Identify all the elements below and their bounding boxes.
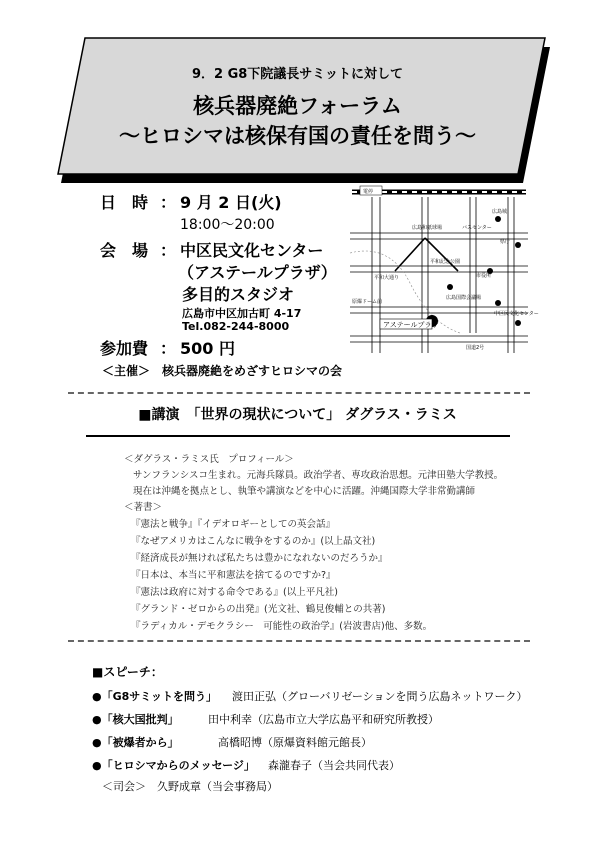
svg-text:平和大通り: 平和大通り <box>374 275 400 281</box>
works-item: 『ラディカル・デモクラシー 可能性の政治学』(岩波書店)他、多数。 <box>131 621 433 632</box>
works-item: 『憲法と戦争』『イデオロギーとしての英会話』 <box>131 519 336 530</box>
date-value: 9 月 2 日(火) <box>180 193 282 212</box>
venue-address: 広島市中区加古町 4-17 <box>182 307 302 320</box>
svg-text:広島和紙球場: 広島和紙球場 <box>412 225 443 231</box>
profile-line: サンフランシスコ生まれ。元海兵隊員。政治学者、専攻政治思想。元津田塾大学教授。 <box>133 470 504 481</box>
colon: ： <box>160 241 177 260</box>
section-divider <box>68 640 530 642</box>
speech-item <box>92 734 372 750</box>
venue-sub: （アステールプラザ） <box>178 263 337 282</box>
colon: ： <box>160 339 177 358</box>
speech-speaker: 渡田正弘（グローバリゼーションを問う広島ネットワーク） <box>232 690 528 703</box>
svg-text:市役所: 市役所 <box>476 273 492 279</box>
speech-speaker: 高橋昭博（原爆資料館元館長） <box>218 736 372 749</box>
speech-speaker: 森瀧春子（当会共同代表） <box>268 759 400 772</box>
svg-text:平和記念公園: 平和記念公園 <box>430 259 461 265</box>
speech-title: ●「G8サミットを問う」 <box>92 690 218 703</box>
works-item: 『経済成長が無ければ私たちは豊かになれないのだろうか』 <box>131 553 388 564</box>
speech-item <box>92 757 400 773</box>
speech-title: ●「核大国批判」 <box>92 713 179 726</box>
works-item: 『なぜアメリカはこんなに戦争をするのか』(以上晶文社) <box>131 536 376 547</box>
speech-item <box>92 711 439 727</box>
time-value: 18:00～20:00 <box>180 217 275 233</box>
date-label: 日 時 <box>100 193 149 212</box>
works-item: 『日本は、本当に平和憲法を捨てるのですか?』 <box>131 570 336 581</box>
speech-title: ●「ヒロシマからのメッセージ」 <box>92 759 255 772</box>
svg-text:中区民文化センター: 中区民文化センター <box>494 311 539 317</box>
lecture-rule <box>86 435 510 437</box>
speech-title: ●「被爆者から」 <box>92 736 179 749</box>
venue-label: 会 場 <box>100 241 149 260</box>
venue-map <box>350 183 539 353</box>
works-heading: ＜著書＞ <box>124 502 163 513</box>
speech-speaker: 田中利幸（広島市立大学広島平和研究所教授） <box>208 713 439 726</box>
moderator: ＜司会＞ 久野成章（当会事務局） <box>102 780 278 793</box>
profile-heading: ＜ダグラス・ラミス氏 プロフィール＞ <box>124 454 294 465</box>
event-subtitle: 9．2 G8下院議長サミットに対して <box>191 67 404 82</box>
venue-tel: Tel.082-244-8000 <box>182 320 290 333</box>
works-item: 『グランド・ゼロからの出発』(光文社、鶴見俊輔との共著) <box>131 604 386 615</box>
map-label-tram: 電停 <box>363 189 374 195</box>
svg-text:原爆ドーム前: 原爆ドーム前 <box>352 299 383 305</box>
section-divider <box>68 392 530 394</box>
speech-item <box>92 688 527 704</box>
svg-text:広島城: 広島城 <box>492 209 508 215</box>
svg-text:バスセンター: バスセンター <box>462 225 492 231</box>
fee-value: 500 円 <box>180 339 235 358</box>
fee-label: 参加費 <box>100 339 149 358</box>
profile-line: 現在は沖縄を拠点とし、執筆や講演などを中心に活躍。沖縄国際大学非常勤講師 <box>133 486 476 497</box>
svg-text:県庁: 県庁 <box>500 239 511 245</box>
venue-room: 多目的スタジオ <box>182 285 295 304</box>
works-item: 『憲法は政府に対する命令である』(以上平凡社) <box>131 587 338 598</box>
colon: ： <box>160 193 177 212</box>
speech-heading: ■スピーチ： <box>92 665 163 679</box>
organizer: ＜主催＞ 核兵器廃絶をめざすヒロシマの会 <box>102 364 343 378</box>
svg-text:国道2号: 国道2号 <box>466 345 485 351</box>
venue-value: 中区民文化センター <box>180 241 324 260</box>
event-tagline: ～ヒロシマは核保有国の責任を問う～ <box>119 124 476 148</box>
lecture-title: ■講演 「世界の現状について」 ダグラス・ラミス <box>138 407 457 423</box>
svg-text:広島国際会議場: 広島国際会議場 <box>446 295 482 301</box>
event-title: 核兵器廃絶フォーラム <box>193 94 402 118</box>
map-label-asteer: アステールプラザ <box>383 321 439 329</box>
